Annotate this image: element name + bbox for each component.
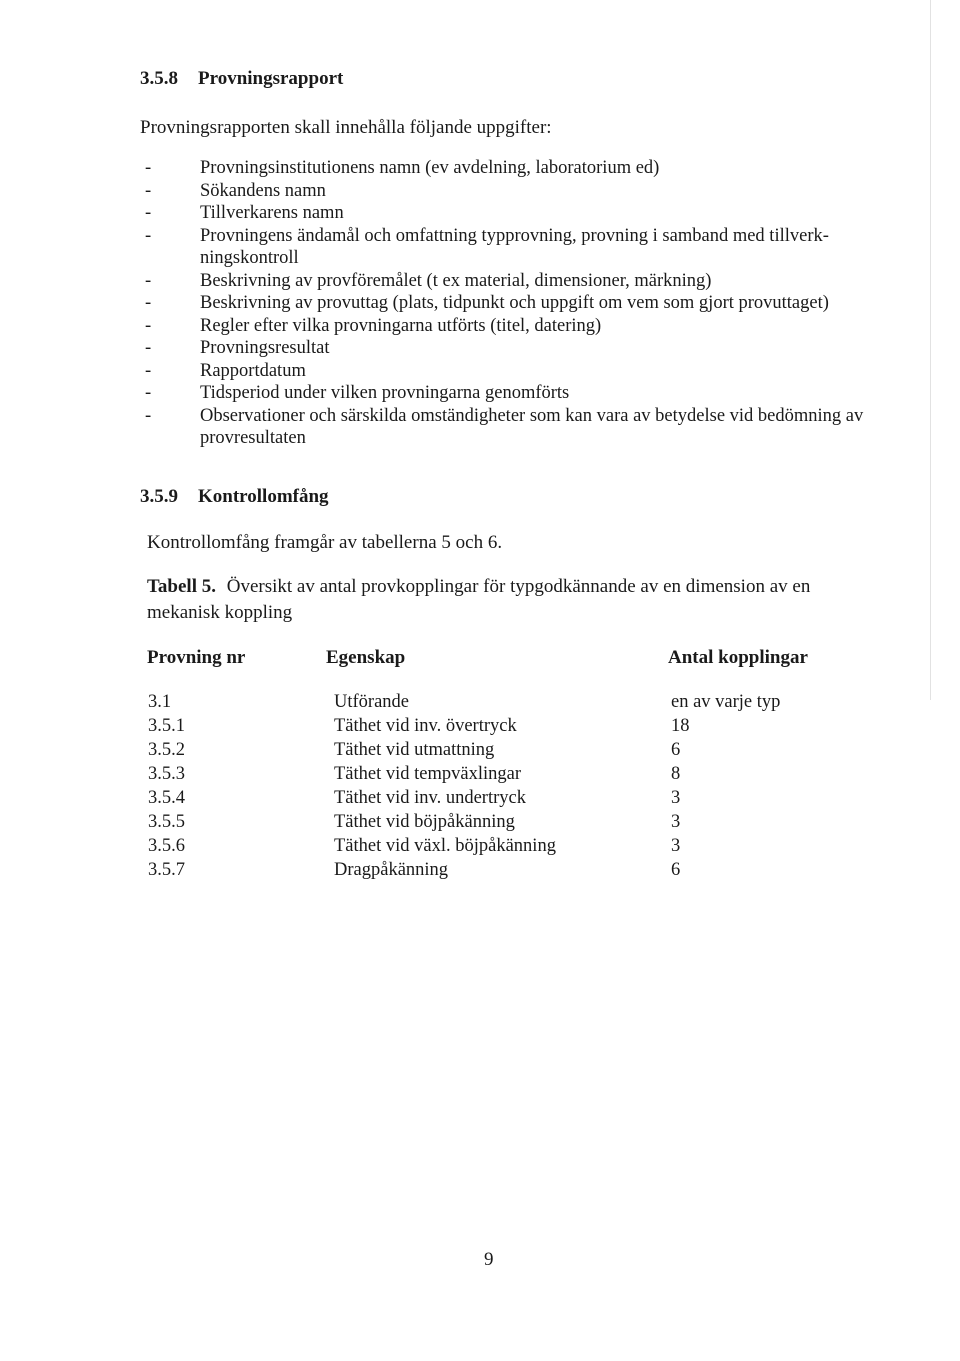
scan-edge-line <box>930 0 931 700</box>
list-item: - Sökandens namn <box>145 180 326 201</box>
requirements-list <box>140 157 880 450</box>
table-header-provning-nr: Provning nr <box>147 647 246 668</box>
table-caption-text: Översikt av antal provkopplingar för typgodkännande av en dimension av en mekanisk koppling <box>147 576 811 623</box>
table-row: 3.5.4 Täthet vid inv. undertryck 3 <box>148 788 681 808</box>
list-item: - Tillverkarens namn <box>145 203 344 223</box>
table-row: 3.5.1 Täthet vid inv. övertryck 18 <box>148 716 690 736</box>
list-item: - Provningens ändamål och omfattning typprovning, provning i samband med tillverk-ningskontroll <box>145 225 829 268</box>
section-heading-3-5-9 <box>140 486 329 508</box>
list-item: - Provningsinstitutionens namn (ev avdelning, laboratorium ed) <box>145 158 660 178</box>
list-item: - Rapportdatum <box>145 360 306 381</box>
section-number: 3.5.8 <box>140 68 178 89</box>
list-item: - Tidsperiod under vilken provningarna genomförts <box>145 383 570 403</box>
section-number: 3.5.9 <box>140 486 178 507</box>
table-row: 3.1 Utförande en av varje typ <box>148 692 781 712</box>
table-row: 3.5.5 Täthet vid böjpåkänning 3 <box>148 812 681 832</box>
page-number: 9 <box>484 1249 494 1270</box>
table-header-egenskap: Egenskap <box>326 647 406 668</box>
section-title: Provningsrapport <box>198 68 344 89</box>
list-item: - Beskrivning av provuttag (plats, tidpunkt och uppgift om vem som gjort provuttaget) <box>145 293 829 313</box>
table-header-antal: Antal kopplingar <box>668 647 808 668</box>
table-row: 3.5.2 Täthet vid utmattning 6 <box>148 740 681 760</box>
table-row: 3.5.3 Täthet vid tempväxlingar 8 <box>148 764 681 784</box>
table-row: 3.5.7 Dragpåkänning 6 <box>148 860 681 880</box>
list-item: - Observationer och särskilda omständigheter som kan vara av betydelse vid bedömning av provresultaten <box>145 405 864 448</box>
table-row: 3.5.6 Täthet vid växl. böjpåkänning 3 <box>148 836 681 856</box>
table-caption <box>147 574 867 626</box>
list-item: - Provningsresultat <box>145 338 330 358</box>
section-heading-3-5-8 <box>140 68 343 90</box>
list-item: - Beskrivning av provföremålet (t ex material, dimensioner, märkning) <box>145 270 712 291</box>
section-title: Kontrollomfång <box>198 486 329 507</box>
list-item: - Regler efter vilka provningarna utförts (titel, datering) <box>145 315 602 336</box>
table-caption-label: Tabell 5. <box>147 576 216 597</box>
intro-text: Provningsrapporten skall innehålla följande uppgifter: <box>140 117 552 138</box>
paragraph-text: Kontrollomfång framgår av tabellerna 5 och 6. <box>147 532 503 553</box>
